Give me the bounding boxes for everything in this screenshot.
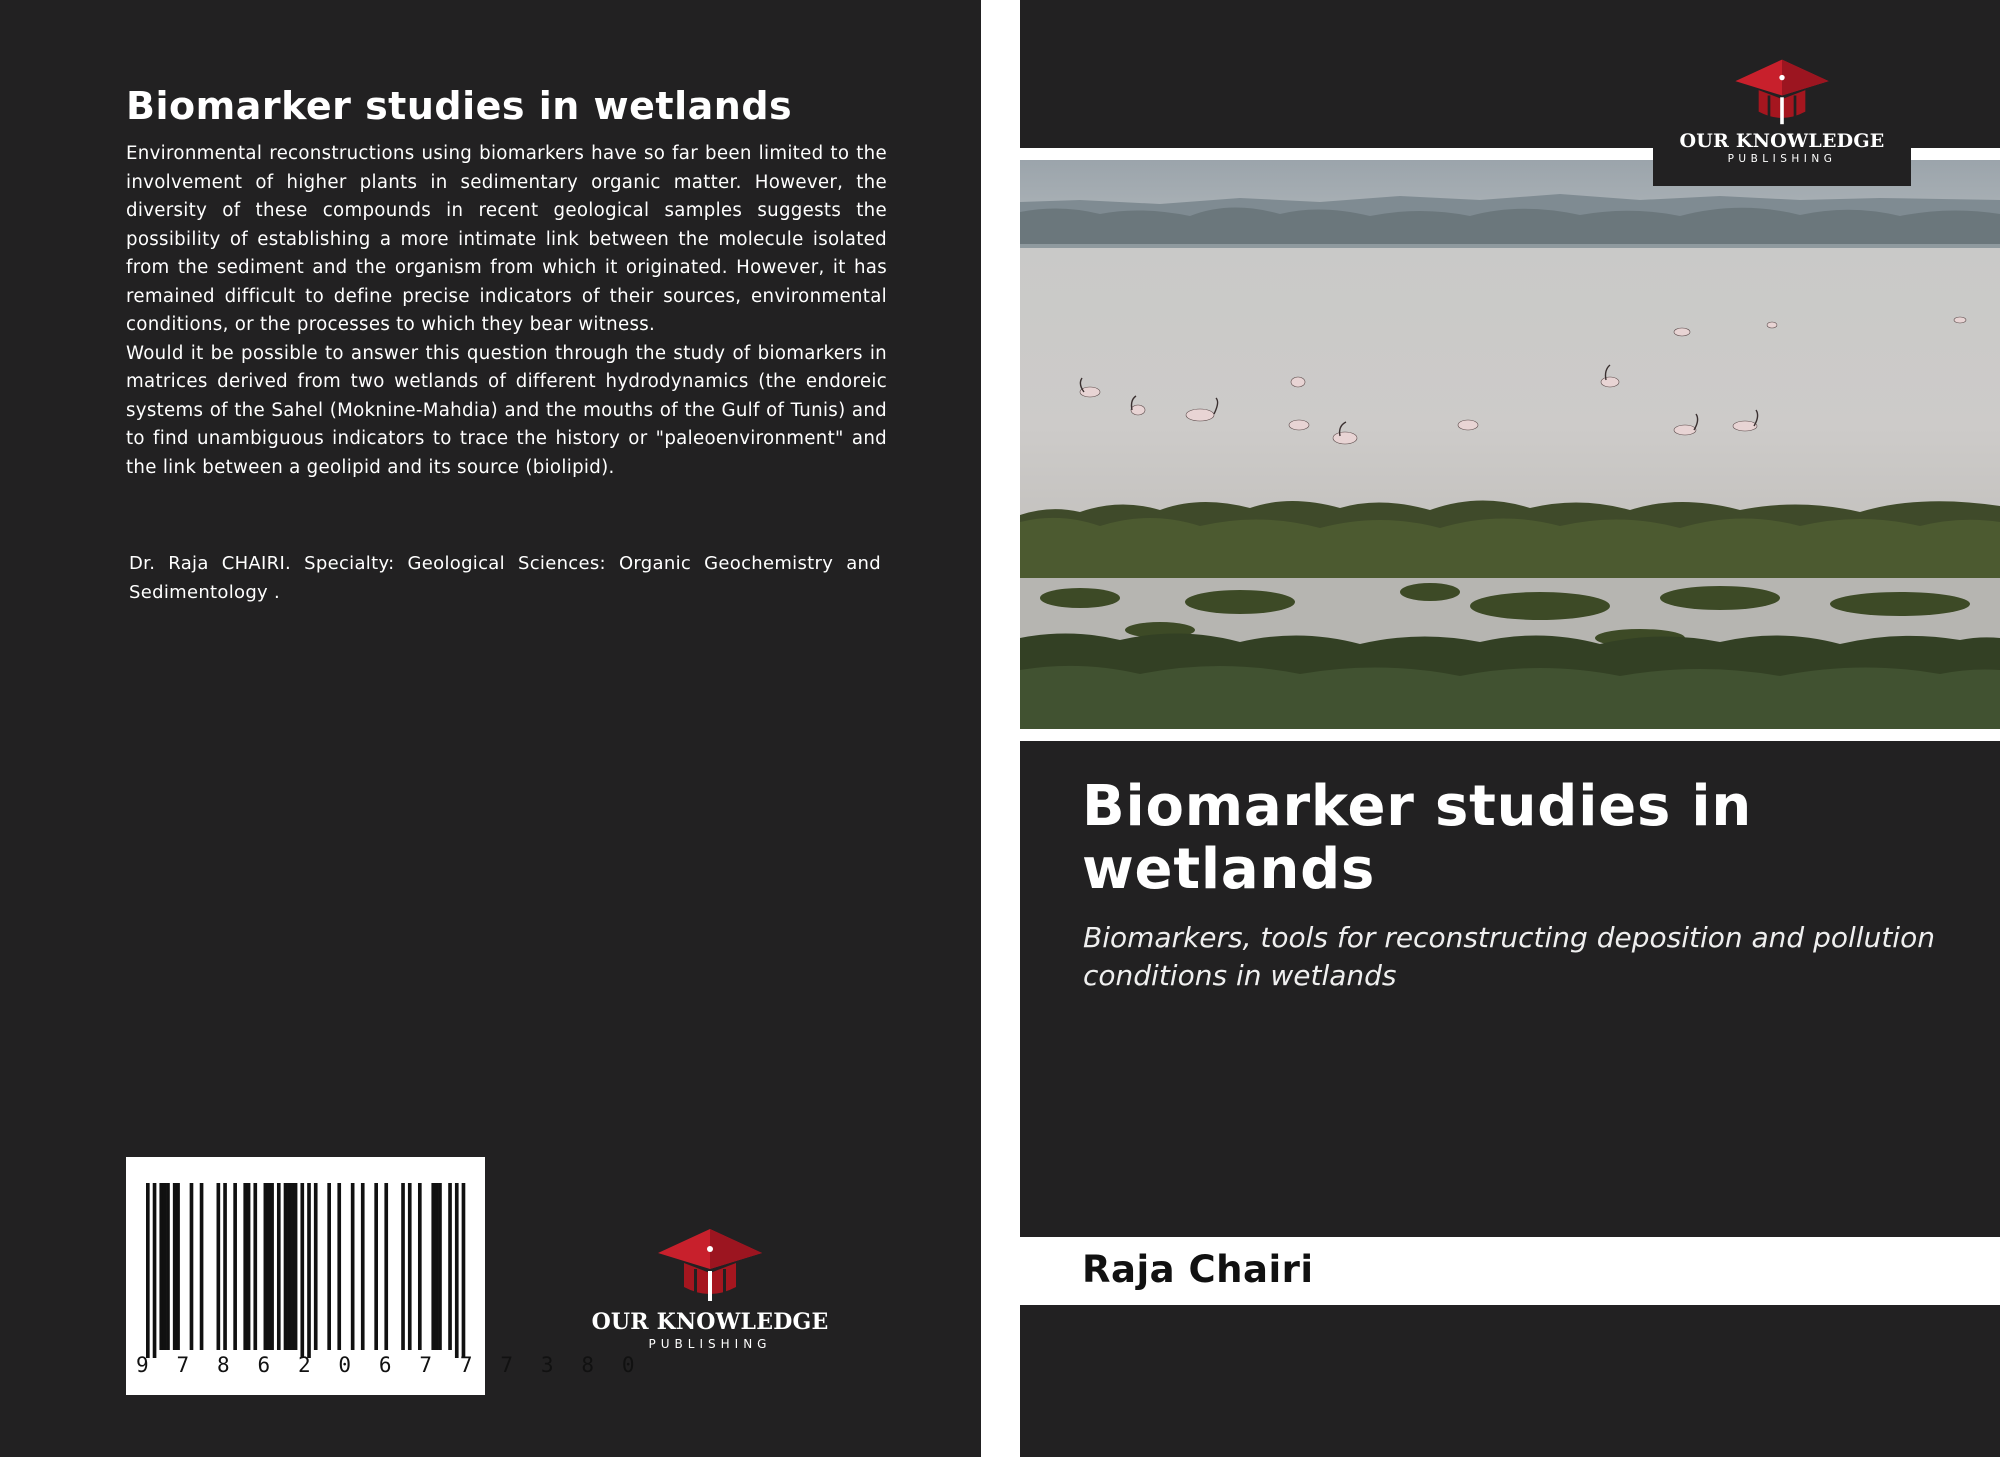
barcode-bar	[243, 1183, 247, 1350]
barcode-bar	[287, 1183, 291, 1350]
barcode-bar	[270, 1183, 274, 1350]
publisher-name: OUR KNOWLEDGE	[591, 1309, 829, 1335]
spine	[981, 0, 1020, 1457]
front-cover-title: Biomarker studies in wetlands	[1082, 774, 1753, 902]
barcode-bar	[267, 1183, 271, 1350]
author-bio: Dr. Raja CHAIRI. Specialty: Geological Sciences: Organic Geochemistry and Sedimentology .	[129, 553, 881, 603]
barcode-bar	[374, 1183, 378, 1350]
barcode-bar	[384, 1183, 388, 1350]
blurb-paragraph-1: Environmental reconstructions using biomarkers have so far been limited to the involvement of higher plants in sedimentary organic matter. However, the diversity of these compounds in recent geological samples suggests the possibility of establishing a more intimate link between the molecule isolated from the sediment and the organism from which it originated. However, it has remained difficult to define precise indicators of their sources, environmental conditions, or the processes to which they bear witness.	[126, 143, 887, 335]
barcode-bar	[217, 1183, 221, 1350]
publisher-logo-back	[590, 1225, 830, 1351]
barcode-bar	[455, 1183, 459, 1358]
barcode-bar	[401, 1183, 405, 1350]
barcode-bar	[163, 1183, 167, 1350]
back-cover	[0, 0, 981, 1457]
barcode-bar	[190, 1183, 194, 1350]
graduation-cap-icon	[650, 1225, 770, 1303]
photo-border-bottom	[1020, 729, 2000, 741]
front-cover-subtitle: Biomarkers, tools for reconstructing deposition and pollution conditions in wetlands	[1083, 921, 1935, 992]
barcode-bar	[284, 1183, 288, 1350]
barcode-bar	[223, 1183, 227, 1350]
barcode-bar	[418, 1183, 422, 1350]
author-band	[1020, 1237, 2000, 1305]
barcode-bar	[431, 1183, 435, 1350]
publisher-logo-front-content	[1653, 56, 1911, 165]
barcode-bar	[438, 1183, 442, 1350]
barcode-bar	[233, 1183, 237, 1350]
publisher-logo-front	[1653, 50, 1911, 186]
barcode-bar	[166, 1183, 170, 1350]
blurb-paragraph-2: Would it be possible to answer this question through the study of biomarkers in matrices derived from two wetlands of different hydrodynamics (the endoreic systems of the Sahel (Moknine-Mahdia) and the mouths of the Gulf of Tunis) and to find unambiguous indicators to trace the history or "paleoenvironment" and the link between a geolipid and its source (biolipid).	[126, 342, 887, 478]
barcode-bar	[300, 1183, 304, 1358]
isbn-number: 9 7 8 6 2 0 6 7 7 7 3 8 0	[136, 1353, 643, 1377]
isbn-barcode	[126, 1157, 643, 1395]
author-name: Raja Chairi	[1082, 1248, 1314, 1291]
barcode-bar	[264, 1183, 268, 1350]
barcode-bar	[448, 1183, 452, 1350]
back-cover-title: Biomarker studies in wetlands	[126, 84, 793, 128]
barcode-bar	[435, 1183, 439, 1350]
barcode-bar	[146, 1183, 150, 1358]
barcode-bar	[337, 1183, 341, 1350]
wetland-flamingos-photo	[1020, 160, 2000, 729]
barcode-bar	[307, 1183, 311, 1358]
barcode-bar	[173, 1183, 177, 1350]
publisher-subtitle-front: PUBLISHING	[1727, 153, 1837, 165]
barcode-bar	[462, 1183, 466, 1358]
publisher-name-front: OUR KNOWLEDGE	[1679, 130, 1885, 152]
barcode-bar	[351, 1183, 355, 1350]
barcode-bar	[408, 1183, 412, 1350]
publisher-subtitle: PUBLISHING	[648, 1337, 772, 1351]
barcode-bar	[294, 1183, 298, 1350]
barcode-bar	[277, 1183, 281, 1350]
barcode-bar	[176, 1183, 180, 1350]
barcode-bar	[153, 1183, 157, 1358]
barcode-bar	[314, 1183, 318, 1350]
barcode-bar	[159, 1183, 163, 1350]
graduation-cap-icon	[1727, 56, 1837, 126]
barcode-bar	[327, 1183, 331, 1350]
barcode-bar	[247, 1183, 251, 1350]
barcode-bar	[361, 1183, 365, 1350]
wetland-photo-illustration	[1020, 160, 2000, 729]
barcode-bar	[200, 1183, 204, 1350]
back-cover-blurb	[126, 140, 887, 482]
barcode-bar	[253, 1183, 257, 1350]
barcode-bar	[290, 1183, 294, 1350]
